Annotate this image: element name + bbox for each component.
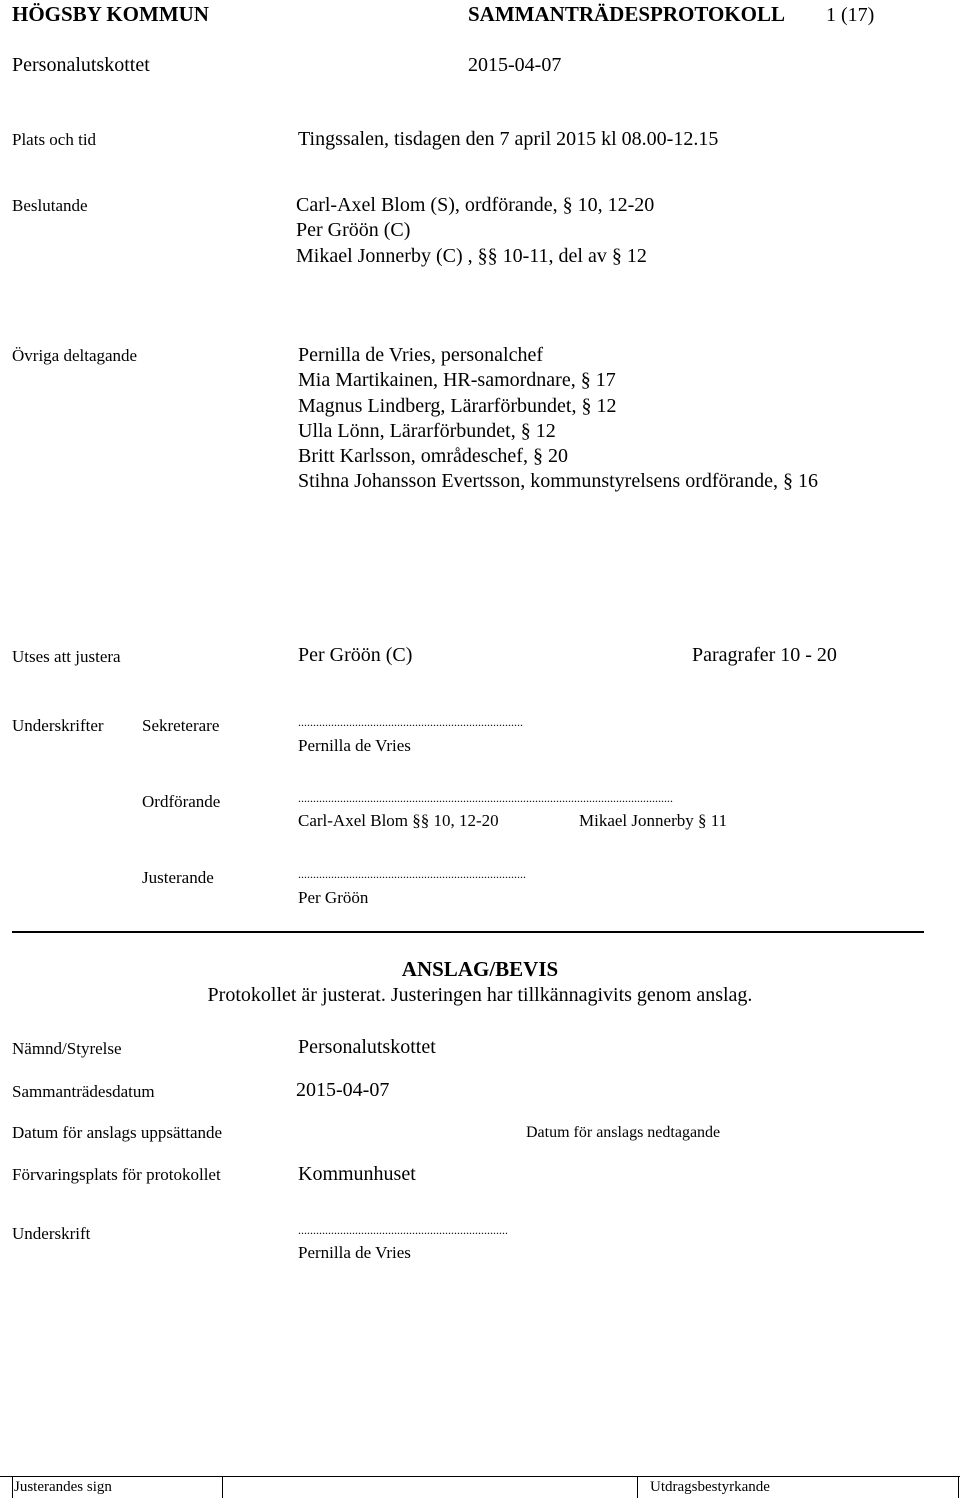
notice-title: ANSLAG/BEVIS	[401, 957, 559, 981]
signature-name: Pernilla de Vries	[298, 1243, 411, 1262]
secretary-name: Pernilla de Vries	[298, 736, 411, 755]
deciding-member: Mikael Jonnerby (C) , §§ 10-11, del av § 12	[296, 245, 647, 267]
section-divider	[12, 931, 924, 933]
deciding-member: Per Gröön (C)	[296, 219, 411, 241]
footer-left-border	[12, 1476, 13, 1498]
extract-cert-label: Utdragsbestyrkande	[650, 1479, 770, 1495]
other-participant: Mia Martikainen, HR-samordnare, § 17	[298, 369, 616, 391]
place-label: Plats och tid	[12, 130, 97, 149]
deciding-label: Beslutande	[12, 196, 88, 215]
committee-name: Personalutskottet	[12, 54, 150, 76]
meeting-date-value: 2015-04-07	[296, 1079, 390, 1101]
other-participant: Magnus Lindberg, Lärarförbundet, § 12	[298, 395, 617, 417]
adjust-person: Per Gröön (C)	[298, 644, 413, 666]
other-participant: Stihna Johansson Evertsson, kommunstyrelsens ordförande, § 16	[298, 470, 818, 492]
others-label: Övriga deltagande	[12, 346, 138, 365]
storage-value: Kommunhuset	[298, 1163, 416, 1185]
meeting-date-label: Sammanträdesdatum	[12, 1082, 155, 1101]
signatures-label: Underskrifter	[12, 716, 104, 735]
page-number: 1 (17)	[826, 4, 875, 26]
other-participant: Ulla Lönn, Lärarförbundet, § 12	[298, 420, 556, 442]
municipality-name: HÖGSBY KOMMUN	[12, 2, 209, 26]
storage-label: Förvaringsplats för protokollet	[12, 1165, 221, 1184]
adjuster-name: Per Gröön	[298, 888, 369, 907]
place-value: Tingssalen, tisdagen den 7 april 2015 kl 08.00-12.15	[298, 128, 719, 150]
meeting-date: 2015-04-07	[468, 54, 562, 76]
other-participant: Pernilla de Vries, personalchef	[298, 344, 544, 366]
chair-name-1: Carl-Axel Blom §§ 10, 12-20	[298, 811, 499, 830]
chair-signature-line: .............................................................................................................................	[298, 791, 673, 805]
footer-end-border	[958, 1476, 959, 1498]
adjust-paragraphs: Paragrafer 10 - 20	[692, 644, 837, 666]
secretary-label: Sekreterare	[142, 716, 220, 735]
adjusters-sign-label: Justerandes sign	[14, 1479, 112, 1495]
secretary-signature-line: ...........................................................................	[298, 715, 523, 729]
deciding-member: Carl-Axel Blom (S), ordförande, § 10, 12-20	[296, 194, 655, 216]
footer-top-rule	[0, 1476, 960, 1477]
other-participant: Britt Karlsson, områdeschef, § 20	[298, 445, 568, 467]
posted-date-label: Datum för anslags uppsättande	[12, 1123, 223, 1142]
adjuster-label: Justerande	[142, 868, 214, 887]
adjuster-signature-line: ............................................................................	[298, 867, 526, 881]
footer-mid-border	[222, 1476, 223, 1498]
chair-name-2: Mikael Jonnerby § 11	[579, 811, 728, 830]
signature-label: Underskrift	[12, 1224, 91, 1243]
board-value: Personalutskottet	[298, 1036, 436, 1058]
adjust-label: Utses att justera	[12, 647, 121, 666]
removed-date-label: Datum för anslags nedtagande	[526, 1124, 721, 1141]
footer-right-border	[637, 1476, 638, 1498]
board-label: Nämnd/Styrelse	[12, 1039, 122, 1058]
notice-text: Protokollet är justerat. Justeringen har tillkännagivits genom anslag.	[207, 984, 753, 1006]
document-type: SAMMANTRÄDESPROTOKOLL	[468, 2, 785, 26]
signature-line: ......................................................................	[298, 1223, 508, 1237]
chair-label: Ordförande	[142, 792, 221, 811]
